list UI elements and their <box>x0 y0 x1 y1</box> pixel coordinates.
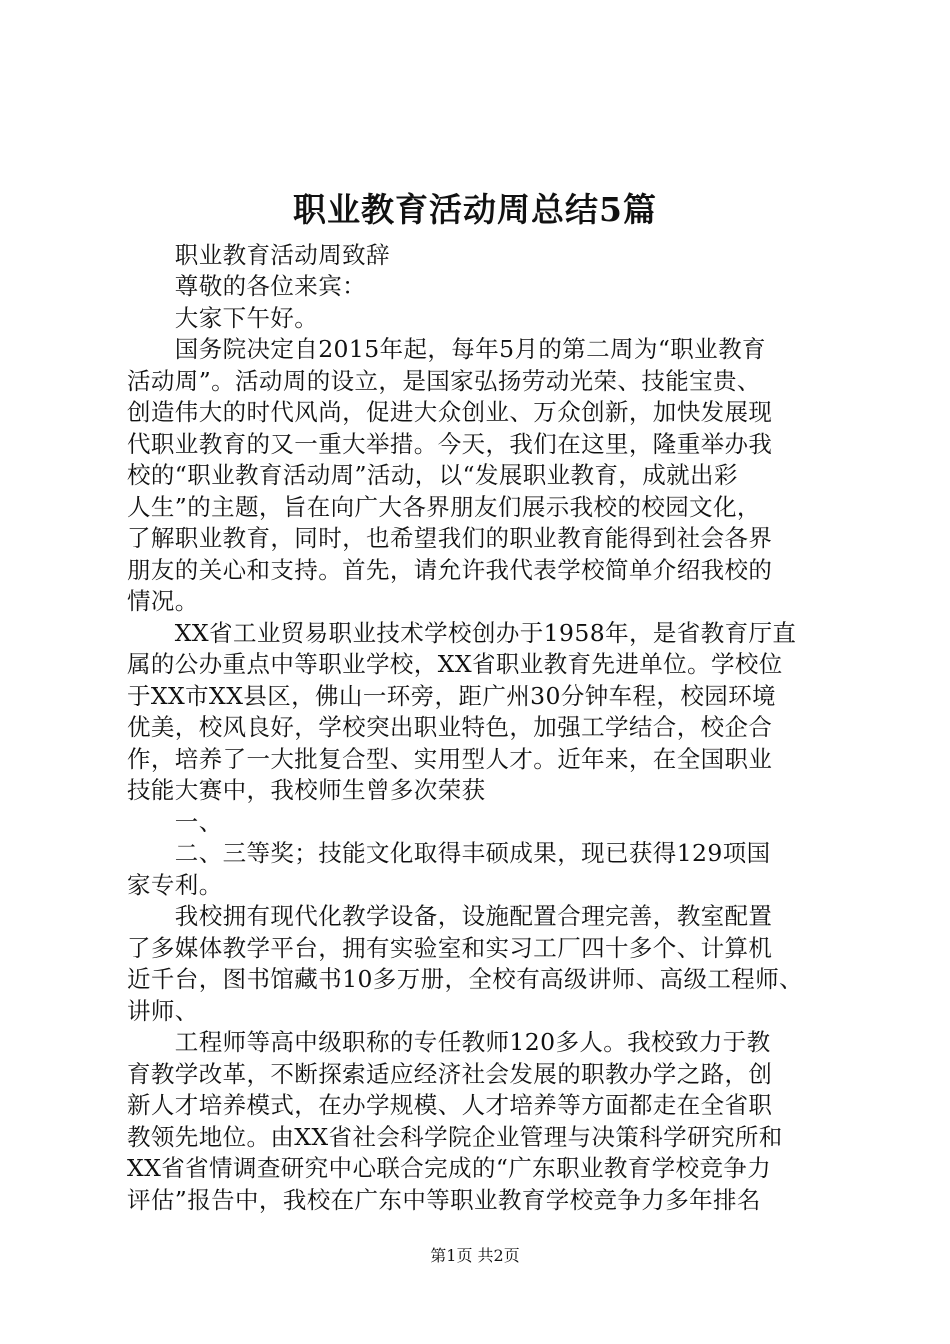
body-line: 尊敬的各位来宾： <box>127 272 366 300</box>
body-line: 大家下午好。 <box>127 303 319 332</box>
body-line: 人生”的主题，旨在向广大各界朋友们展示我校的校园文化， <box>127 492 761 521</box>
body-line: 我校拥有现代化教学设备，设施配置合理完善，教室配置 <box>127 902 773 930</box>
document-body <box>127 208 839 1216</box>
body-line: 一、 <box>127 807 223 836</box>
body-line: 教领先地位。由XX省社会科学院企业管理与决策科学研究所和 <box>127 1122 783 1151</box>
body-line: XX省省情调查研究中心联合完成的“广东职业教育学校竞争力 <box>127 1154 772 1182</box>
body-line <box>127 208 839 240</box>
body-line: 朋友的关心和支持。首先，请允许我代表学校简单介绍我校的 <box>127 555 773 584</box>
body-line: 工程师等高中级职称的专任教师120多人。我校致力于教 <box>127 1028 771 1056</box>
body-line: 新人才培养模式，在办学规模、人才培养等方面都走在全省职 <box>127 1091 773 1119</box>
body-line: 讲师、 <box>127 996 199 1025</box>
body-line: 职业教育活动周致辞 <box>127 240 390 269</box>
body-line: 属的公办重点中等职业学校，XX省职业教育先进单位。学校位 <box>127 650 783 678</box>
body-line: XX省工业贸易职业技术学校创办于1958年，是省教育厅直 <box>127 618 797 647</box>
body-line: 情况。 <box>127 587 199 615</box>
body-line: 评估”报告中，我校在广东中等职业教育学校竞争力多年排名 <box>127 1185 761 1214</box>
body-line: 校的“职业教育活动周”活动，以“发展职业教育，成就出彩 <box>127 461 738 489</box>
body-line: 国务院决定自2015年起，每年5月的第二周为“职业教育 <box>127 335 766 363</box>
body-line: 二、三等奖；技能文化取得丰硕成果，现已获得129项国 <box>127 839 771 867</box>
body-line: 了多媒体教学平台，拥有实验室和实习工厂四十多个、计算机 <box>127 933 773 962</box>
body-line: 优美，校风良好，学校突出职业特色，加强工学结合，校企合 <box>127 713 773 741</box>
page-footer: 第1页 共2页 <box>430 1246 520 1265</box>
body-line: 作，培养了一大批复合型、实用型人才。近年来，在全国职业 <box>127 744 773 773</box>
body-line: 家专利。 <box>127 870 223 899</box>
document-title: 职业教育活动周总结5篇 <box>293 190 657 229</box>
body-line: 于XX市XX县区，佛山一环旁，距广州30分钟车程，校园环境 <box>127 681 776 710</box>
body-line: 技能大赛中，我校师生曾多次荣获 <box>127 776 486 804</box>
body-line: 代职业教育的又一重大举措。今天，我们在这里，隆重举办我 <box>127 429 773 458</box>
body-line: 活动周”。活动周的设立，是国家弘扬劳动光荣、技能宝贵、 <box>127 366 761 395</box>
body-line: 了解职业教育，同时，也希望我们的职业教育能得到社会各界 <box>127 524 773 552</box>
body-line: 创造伟大的时代风尚，促进大众创业、万众创新，加快发展现 <box>127 398 773 426</box>
body-line: 近千台，图书馆藏书10多万册，全校有高级讲师、高级工程师、 <box>127 965 804 993</box>
body-line: 育教学改革，不断探索适应经济社会发展的职教办学之路，创 <box>127 1059 773 1088</box>
